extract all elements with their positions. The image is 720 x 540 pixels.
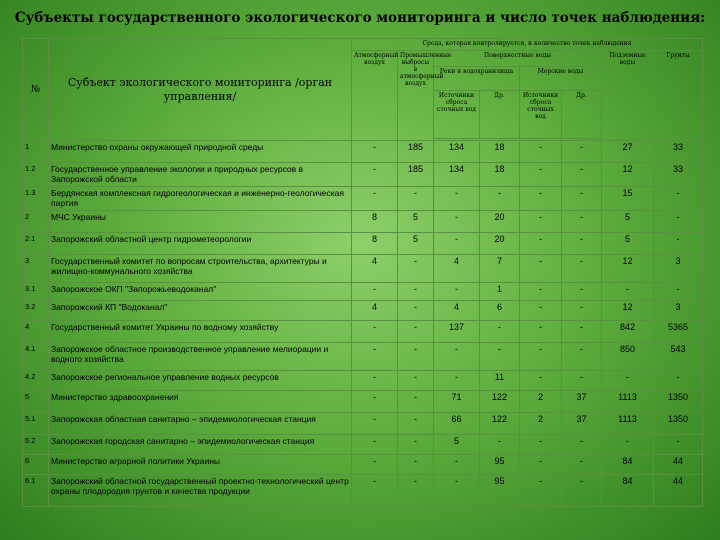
row-value-cell: - [398, 321, 434, 343]
row-value-cell: 4 [434, 255, 480, 283]
row-value-cell: 71 [434, 391, 480, 413]
row-value-cell: 95 [480, 475, 520, 507]
row-number: 1.3 [23, 187, 49, 211]
row-subject-name: Запорожское областное производственное управление мелиорации и водного хозяйства [49, 343, 352, 371]
row-value-cell: - [520, 255, 562, 283]
header-other-rivers: Др. [480, 91, 520, 139]
row-value-cell: 84 [602, 455, 654, 475]
row-value-cell: - [398, 413, 434, 435]
row-value-cell: - [480, 321, 520, 343]
row-value-cell: 137 [434, 321, 480, 343]
row-value-cell: - [398, 475, 434, 507]
row-value-cell: - [654, 435, 703, 455]
row-subject-name: Государственный комитет Украины по водному хозяйству [49, 321, 352, 343]
row-value-cell: - [602, 371, 654, 391]
table-row [23, 255, 703, 283]
row-value-cell: - [520, 233, 562, 255]
row-value-cell: - [520, 301, 562, 321]
row-number: 6.1 [23, 475, 49, 507]
row-value-cell: - [352, 187, 398, 211]
header-environment-group: Среда, которая контролируется, и количество точек наблюдения [352, 39, 703, 51]
row-value-cell: - [434, 211, 480, 233]
row-value-cell: - [398, 343, 434, 371]
row-value-cell: 122 [480, 391, 520, 413]
header-other-sea: Др. [562, 91, 602, 139]
table-body [23, 141, 703, 507]
row-subject-name: Государственный комитет по вопросам строительства, архитектуры и жилищно-коммунального хозяйства [49, 255, 352, 283]
header-sea: Морские воды [520, 67, 602, 91]
row-value-cell: 1113 [602, 413, 654, 435]
row-value-cell: 1350 [654, 391, 703, 413]
table-row [23, 435, 703, 455]
row-value-cell: - [398, 283, 434, 301]
row-value-cell: 27 [602, 141, 654, 163]
row-subject-name: Министерство здравоохранения [49, 391, 352, 413]
table-row [23, 187, 703, 211]
row-value-cell: - [520, 435, 562, 455]
row-value-cell: - [562, 187, 602, 211]
header-air: Атмосферный воздух [352, 51, 398, 141]
row-value-cell: 33 [654, 141, 703, 163]
row-value-cell: 12 [602, 163, 654, 187]
row-number: 5 [23, 391, 49, 413]
row-number: 3.2 [23, 301, 49, 321]
row-value-cell: - [562, 371, 602, 391]
table-row [23, 343, 703, 371]
header-groundwater: Подземные воды [602, 51, 654, 141]
row-subject-name: Запорожская областная санитарно – эпидемиологическая станция [49, 413, 352, 435]
row-value-cell: 2 [520, 413, 562, 435]
row-subject-name: Запорожская городская санитарно – эпидемиологическая станция [49, 435, 352, 455]
row-number: 3.1 [23, 283, 49, 301]
row-value-cell: 5 [602, 233, 654, 255]
row-subject-name: Запорожский областной государственный проектно-технологический центр охраны плодородия грунтов и качества продукции [49, 475, 352, 507]
row-value-cell: - [520, 283, 562, 301]
row-value-cell: 4 [352, 255, 398, 283]
row-value-cell: - [434, 371, 480, 391]
row-value-cell: 20 [480, 233, 520, 255]
row-value-cell: - [398, 391, 434, 413]
monitoring-table [22, 38, 703, 507]
row-value-cell: 4 [434, 301, 480, 321]
row-value-cell: 8 [352, 211, 398, 233]
row-value-cell: - [654, 233, 703, 255]
row-subject-name: Министерство аграрной политики Украины [49, 455, 352, 475]
row-value-cell: 12 [602, 301, 654, 321]
row-value-cell: - [562, 343, 602, 371]
row-number: 6 [23, 455, 49, 475]
row-value-cell: 543 [654, 343, 703, 371]
row-value-cell: - [398, 187, 434, 211]
table-row [23, 413, 703, 435]
row-value-cell: - [562, 321, 602, 343]
row-value-cell: - [352, 475, 398, 507]
row-value-cell: - [520, 455, 562, 475]
table-row [23, 455, 703, 475]
row-number: 3 [23, 255, 49, 283]
row-value-cell: 4 [352, 301, 398, 321]
row-value-cell: - [520, 343, 562, 371]
row-number: 4.2 [23, 371, 49, 391]
row-value-cell: - [480, 187, 520, 211]
row-value-cell: 11 [480, 371, 520, 391]
row-number: 4.1 [23, 343, 49, 371]
table-row [23, 371, 703, 391]
table-row [23, 211, 703, 233]
row-value-cell: 12 [602, 255, 654, 283]
row-value-cell: - [352, 163, 398, 187]
row-subject-name: Министерство охраны окружающей природной среды [49, 141, 352, 163]
row-value-cell: - [562, 233, 602, 255]
row-value-cell: 850 [602, 343, 654, 371]
row-value-cell: - [434, 233, 480, 255]
table-row [23, 391, 703, 413]
row-number: 5.1 [23, 413, 49, 435]
table-row [23, 163, 703, 187]
row-value-cell: 842 [602, 321, 654, 343]
row-value-cell: 185 [398, 163, 434, 187]
row-value-cell: 20 [480, 211, 520, 233]
row-value-cell: 185 [398, 141, 434, 163]
row-value-cell: - [520, 321, 562, 343]
row-value-cell: - [520, 187, 562, 211]
row-value-cell: 84 [602, 475, 654, 507]
row-value-cell: - [520, 163, 562, 187]
page-title: Субъекты государственного экологического мониторинга и число точек наблюдения: [14, 10, 706, 26]
row-value-cell: - [562, 211, 602, 233]
row-value-cell: 2 [520, 391, 562, 413]
row-value-cell: - [520, 371, 562, 391]
row-value-cell: 37 [562, 391, 602, 413]
row-value-cell: - [654, 283, 703, 301]
row-value-cell: - [602, 435, 654, 455]
row-value-cell: 5 [398, 211, 434, 233]
header-soil: Грунты [654, 51, 703, 141]
row-value-cell: 7 [480, 255, 520, 283]
row-value-cell: - [480, 343, 520, 371]
table-row [23, 475, 703, 507]
table-row [23, 301, 703, 321]
row-value-cell: 66 [434, 413, 480, 435]
table-row [23, 141, 703, 163]
row-value-cell: - [352, 455, 398, 475]
table-row [23, 233, 703, 255]
row-subject-name: Запорожское ОКП "Запорожьеводоканал" [49, 283, 352, 301]
table-row [23, 321, 703, 343]
row-value-cell: 18 [480, 163, 520, 187]
row-value-cell: 5 [398, 233, 434, 255]
row-value-cell: 134 [434, 141, 480, 163]
row-value-cell: - [562, 455, 602, 475]
row-number: 2 [23, 211, 49, 233]
row-value-cell: 15 [602, 187, 654, 211]
row-subject-name: Бердянская комплексная гидрогеологическая и инженерно-геологическая партия [49, 187, 352, 211]
row-subject-name: Запорожский областной центр гидрометеорологии [49, 233, 352, 255]
row-value-cell: 33 [654, 163, 703, 187]
row-value-cell: - [562, 163, 602, 187]
row-value-cell: - [654, 371, 703, 391]
row-value-cell: - [520, 211, 562, 233]
row-value-cell: - [562, 435, 602, 455]
row-subject-name: МЧС Украины [49, 211, 352, 233]
row-value-cell: - [654, 211, 703, 233]
row-value-cell: 3 [654, 255, 703, 283]
row-value-cell: 3 [654, 301, 703, 321]
row-value-cell: - [602, 283, 654, 301]
row-value-cell: - [434, 475, 480, 507]
row-value-cell: 44 [654, 475, 703, 507]
row-value-cell: - [434, 187, 480, 211]
row-value-cell: - [434, 283, 480, 301]
row-value-cell: 37 [562, 413, 602, 435]
row-value-cell: - [562, 301, 602, 321]
row-value-cell: 5 [602, 211, 654, 233]
row-value-cell: 6 [480, 301, 520, 321]
header-wastewater-rivers: Источники сброса сточных вод [434, 91, 480, 139]
row-value-cell: - [520, 475, 562, 507]
row-value-cell: 8 [352, 233, 398, 255]
row-value-cell: 134 [434, 163, 480, 187]
row-value-cell: 5365 [654, 321, 703, 343]
row-value-cell: - [434, 343, 480, 371]
row-value-cell: - [654, 187, 703, 211]
row-value-cell: - [352, 283, 398, 301]
row-value-cell: - [352, 413, 398, 435]
header-surface-water: Поверхностные воды [434, 51, 602, 67]
table-row [23, 283, 703, 301]
row-value-cell: - [520, 141, 562, 163]
row-value-cell: - [398, 371, 434, 391]
row-value-cell: 18 [480, 141, 520, 163]
row-value-cell: - [398, 255, 434, 283]
row-value-cell: 1350 [654, 413, 703, 435]
row-value-cell: - [434, 455, 480, 475]
header-rivers: Реки и водохранилища [434, 67, 520, 91]
row-value-cell: - [562, 141, 602, 163]
row-value-cell: - [352, 391, 398, 413]
row-value-cell: 95 [480, 455, 520, 475]
row-value-cell: - [352, 435, 398, 455]
row-number: 1.2 [23, 163, 49, 187]
row-value-cell: - [480, 435, 520, 455]
row-value-cell: - [562, 475, 602, 507]
header-no: № [23, 39, 49, 141]
row-subject-name: Государственное управление экологии и природных ресурсов в Запорожской области [49, 163, 352, 187]
row-value-cell: 44 [654, 455, 703, 475]
header-subject: Субъект экологического мониторинга /орган управления/ [49, 39, 352, 141]
row-value-cell: - [398, 435, 434, 455]
row-value-cell: - [398, 301, 434, 321]
row-value-cell: - [352, 321, 398, 343]
row-value-cell: 122 [480, 413, 520, 435]
row-number: 4 [23, 321, 49, 343]
row-value-cell: - [398, 455, 434, 475]
row-value-cell: - [352, 343, 398, 371]
row-value-cell: 1113 [602, 391, 654, 413]
row-number: 5.2 [23, 435, 49, 455]
row-value-cell: 5 [434, 435, 480, 455]
row-subject-name: Запорожское региональное управление водных ресурсов [49, 371, 352, 391]
row-value-cell: - [562, 283, 602, 301]
row-value-cell: - [562, 255, 602, 283]
row-number: 1 [23, 141, 49, 163]
row-subject-name: Запорожский КП "Водоканал" [49, 301, 352, 321]
row-value-cell: - [352, 141, 398, 163]
row-number: 2.1 [23, 233, 49, 255]
row-value-cell: 1 [480, 283, 520, 301]
header-wastewater-sea: Источники сброса сточных вод [520, 91, 562, 139]
row-value-cell: - [352, 371, 398, 391]
header-emissions: Промышленные выбросы в атмосферный воздух [398, 51, 434, 141]
